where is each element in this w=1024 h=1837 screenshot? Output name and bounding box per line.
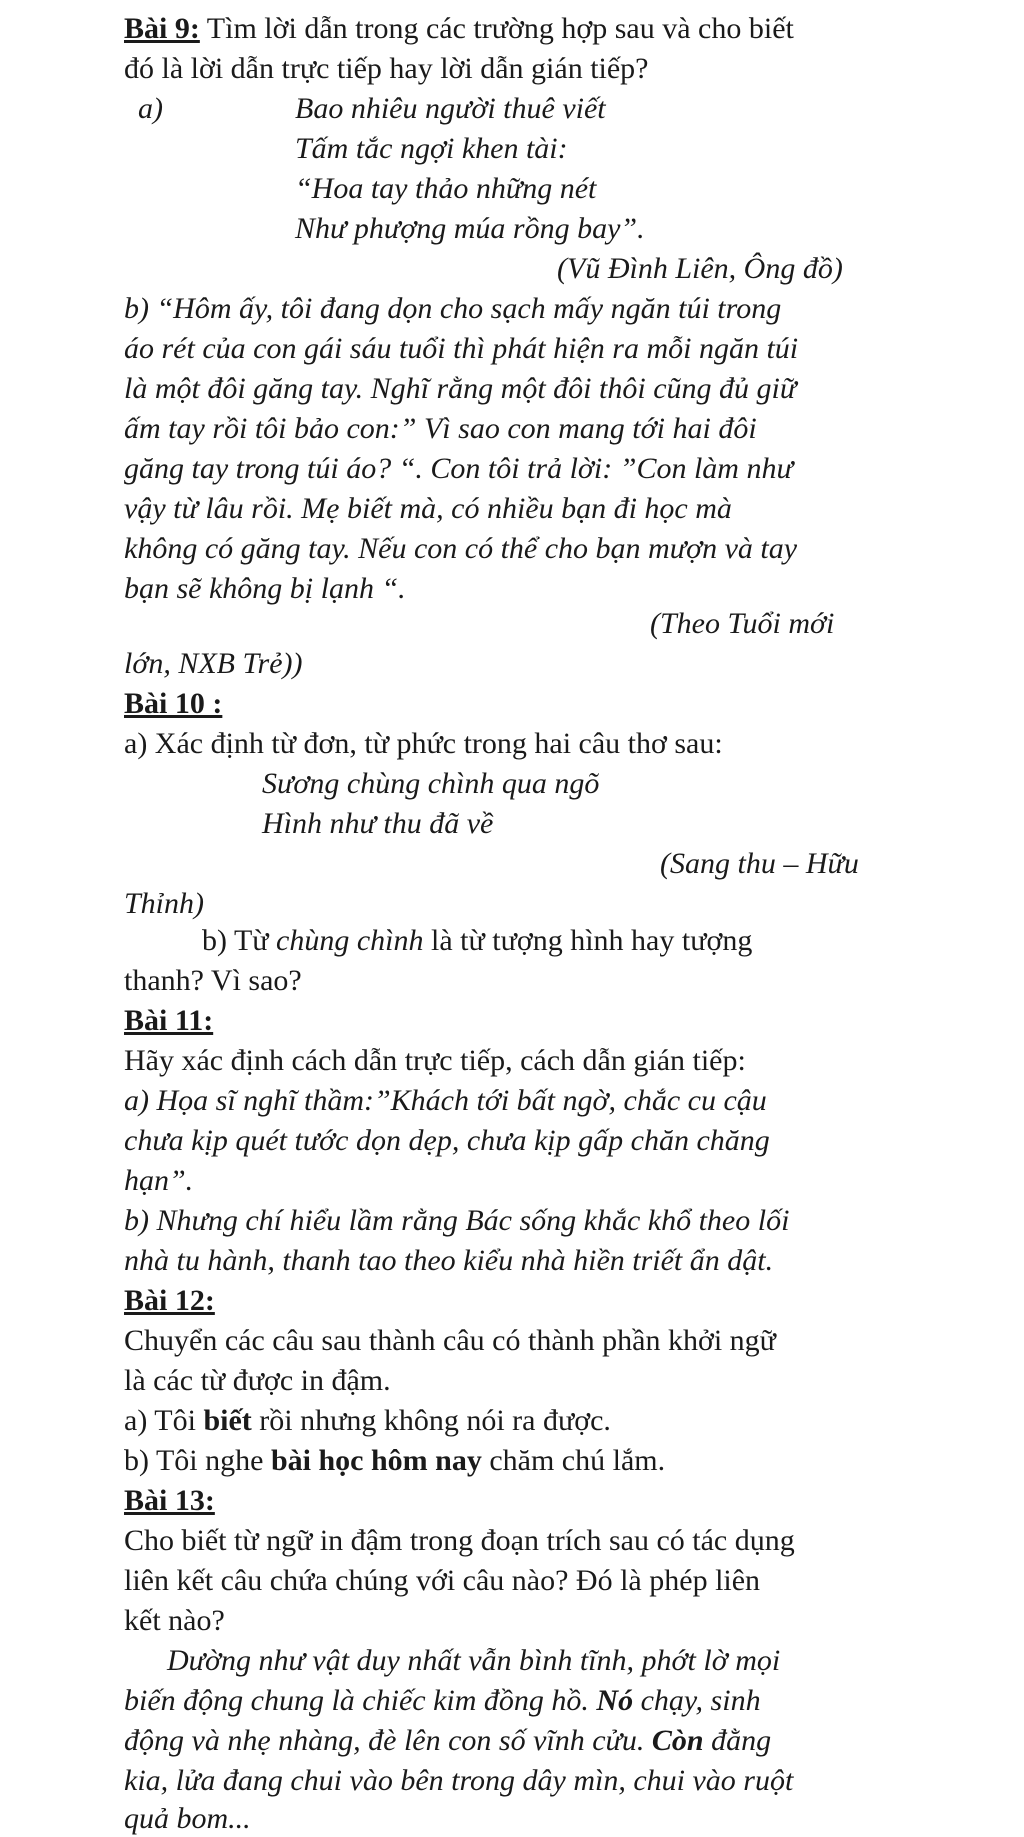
bai9-b-line: là một đôi găng tay. Nghĩ rằng một đôi thôi cũng đủ giữ — [124, 372, 797, 405]
bai11-a-line: a) Họa sĩ nghĩ thầm:”Khách tới bất ngờ, chắc cu cậu — [124, 1084, 767, 1117]
bai13-passage-line: biến động chung là chiếc kim đồng hồ. Nó chạy, sinh — [124, 1684, 761, 1717]
bai9-b-line: găng tay trong túi áo? “. Con tôi trả lời: ”Con làm như — [124, 452, 793, 485]
bai13-bold-word: Còn — [651, 1724, 704, 1757]
bai9-a-label: a) — [138, 92, 163, 125]
bai9-poem-line: “Hoa tay thảo những nét — [295, 172, 597, 205]
bai10-poem-line: Hình như thu đã về — [262, 807, 494, 840]
bai12-intro-l1: Chuyển các câu sau thành câu có thành phần khởi ngữ — [124, 1324, 776, 1357]
bai9-poem-line: Như phượng múa rồng bay”. — [295, 212, 645, 245]
bai9-b-source-l1: (Theo Tuổi mới — [650, 607, 835, 640]
bai10-b-word: chùng chình — [276, 924, 424, 957]
bai10-source-l2: Thỉnh) — [124, 887, 205, 920]
bai9-b-line: không có găng tay. Nếu con có thể cho bạn mượn và tay — [124, 532, 798, 565]
bai9-b-line: ấm tay rồi tôi bảo con:” Vì sao con mang tới hai đôi — [124, 412, 757, 445]
bai10-heading: Bài 10 : — [124, 687, 223, 720]
bai13-heading: Bài 13: — [124, 1484, 215, 1517]
bai9-b-line: áo rét của con gái sáu tuổi thì phát hiện ra mỗi ngăn túi — [124, 332, 799, 365]
bai10-b-line2: thanh? Vì sao? — [124, 964, 302, 997]
bai13-intro-l1: Cho biết từ ngữ in đậm trong đoạn trích sau có tác dụng — [124, 1524, 795, 1557]
bai13-passage-line: Dường như vật duy nhất vẫn bình tĩnh, phớt lờ mọi — [167, 1644, 781, 1677]
bai11-heading: Bài 11: — [124, 1004, 214, 1037]
bai12-heading: Bài 12: — [124, 1284, 215, 1317]
bai9-b-line: vậy từ lâu rồi. Mẹ biết mà, có nhiều bạn đi học mà — [124, 492, 732, 525]
bai10-source-l1: (Sang thu – Hữu — [660, 847, 859, 880]
bai13-intro-l2: liên kết câu chứa chúng với câu nào? Đó là phép liên — [124, 1564, 761, 1597]
bai10-poem-line: Sương chùng chình qua ngõ — [262, 767, 600, 800]
bai13-passage-line: động và nhẹ nhàng, đè lên con số vĩnh cửu. Còn đằng — [124, 1724, 772, 1757]
bai12-a-line: a) Tôi biết rồi nhưng không nói ra được. — [124, 1404, 611, 1437]
bai11-a-line: chưa kịp quét tước dọn dẹp, chưa kịp gấp chăn chăng — [124, 1124, 770, 1157]
bai12-b-line: b) Tôi nghe bài học hôm nay chăm chú lắm. — [124, 1444, 666, 1477]
bai13-passage-line: kia, lửa đang chui vào bên trong dây mìn, chui vào ruột — [124, 1764, 794, 1797]
bai13-passage-line: quả bom... — [124, 1802, 251, 1835]
bai12-intro-l2: là các từ được in đậm. — [124, 1364, 391, 1397]
bai10-a-text: a) Xác định từ đơn, từ phức trong hai câu thơ sau: — [124, 727, 723, 760]
bai11-b-line: b) Nhưng chí hiểu lầm rằng Bác sống khắc khổ theo lối — [124, 1204, 790, 1237]
bai9-b-line: bạn sẽ không bị lạnh “. — [124, 572, 406, 605]
bai9-b-source-l2: lớn, NXB Trẻ)) — [124, 647, 303, 680]
bai9-heading: Bài 9: — [124, 12, 200, 45]
bai9-poem-line: Bao nhiêu người thuê viết — [295, 92, 606, 125]
bai12-b-bold: bài học hôm nay — [270, 1444, 482, 1477]
bai11-a-line: hạn”. — [124, 1164, 194, 1197]
bai12-a-bold: biết — [203, 1404, 252, 1437]
bai9-b-line: b) “Hôm ấy, tôi đang dọn cho sạch mấy ngăn túi trong — [124, 292, 782, 325]
bai13-bold-word: Nó — [596, 1684, 634, 1717]
bai10-b-line: b) Từ chùng chình là từ tượng hình hay tượng — [202, 924, 753, 957]
bai9-question-line: Bài 9: Tìm lời dẫn trong các trường hợp sau và cho biết — [124, 12, 794, 45]
bai11-b-line: nhà tu hành, thanh tao theo kiểu nhà hiền triết ẩn dật. — [124, 1244, 774, 1277]
bai9-question-line2: đó là lời dẫn trực tiếp hay lời dẫn gián tiếp? — [124, 52, 649, 85]
bai9-poem-line: Tấm tắc ngợi khen tài: — [295, 132, 568, 165]
bai9-a-source: (Vũ Đình Liên, Ông đồ) — [557, 252, 843, 285]
bai11-intro: Hãy xác định cách dẫn trực tiếp, cách dẫn gián tiếp: — [124, 1044, 746, 1077]
bai13-intro-l3: kết nào? — [124, 1604, 225, 1637]
